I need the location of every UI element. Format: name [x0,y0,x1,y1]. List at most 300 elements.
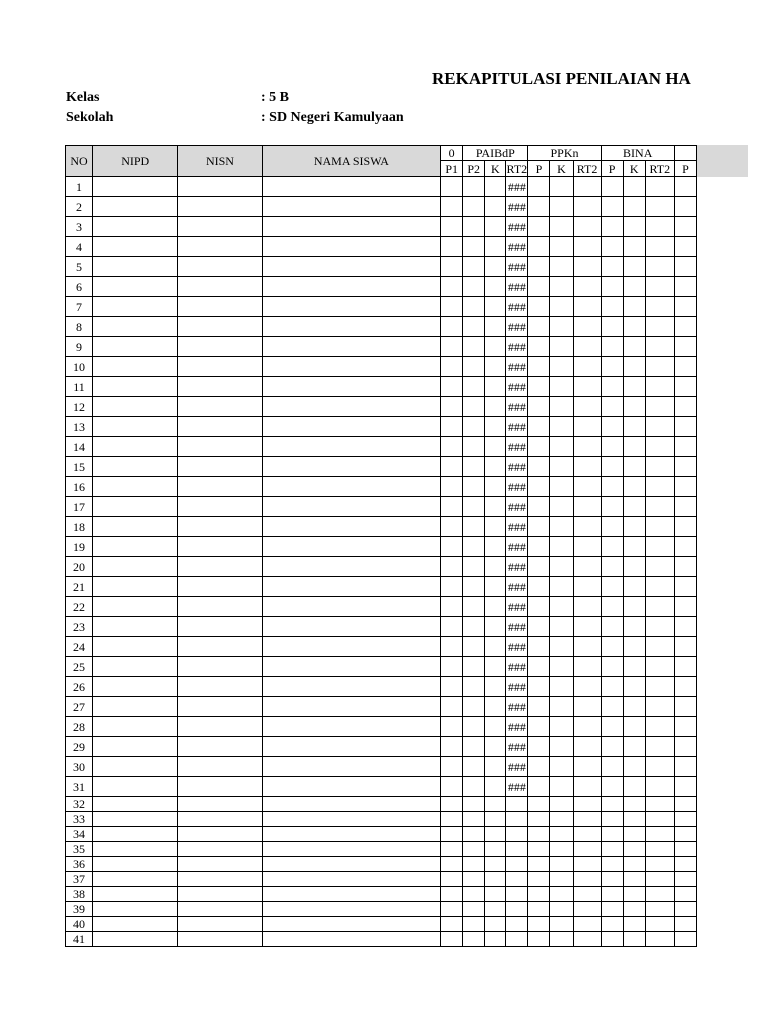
score-cell[interactable] [485,737,506,757]
nipd-cell[interactable] [93,902,178,917]
nama-siswa-cell[interactable] [262,277,441,297]
score-cell[interactable] [528,737,550,757]
nipd-cell[interactable] [93,757,178,777]
score-cell[interactable] [528,757,550,777]
score-cell[interactable] [623,657,645,677]
score-cell[interactable] [601,857,623,872]
score-cell[interactable]: ### [506,337,528,357]
score-cell[interactable] [550,777,573,797]
score-cell[interactable] [573,777,601,797]
score-cell[interactable] [645,677,674,697]
score-cell[interactable] [623,857,645,872]
score-cell[interactable] [485,177,506,197]
score-cell[interactable] [645,637,674,657]
score-cell[interactable] [645,517,674,537]
score-cell[interactable] [550,872,573,887]
nisn-cell[interactable] [178,577,262,597]
score-cell[interactable] [645,657,674,677]
score-cell[interactable] [623,637,645,657]
score-cell[interactable] [645,827,674,842]
score-cell[interactable] [601,497,623,517]
nama-siswa-cell[interactable] [262,637,441,657]
score-cell[interactable] [674,317,696,337]
nama-siswa-cell[interactable] [262,177,441,197]
score-cell[interactable] [550,497,573,517]
nama-siswa-cell[interactable] [262,827,441,842]
score-cell[interactable] [674,177,696,197]
score-cell[interactable] [623,577,645,597]
nisn-cell[interactable] [178,827,262,842]
score-cell[interactable] [601,812,623,827]
score-cell[interactable] [601,677,623,697]
score-cell[interactable] [573,902,601,917]
score-cell[interactable] [506,842,528,857]
score-cell[interactable] [674,217,696,237]
nipd-cell[interactable] [93,177,178,197]
score-cell[interactable] [674,197,696,217]
nipd-cell[interactable] [93,457,178,477]
nipd-cell[interactable] [93,677,178,697]
score-cell[interactable] [528,177,550,197]
score-cell[interactable] [645,537,674,557]
score-cell[interactable] [550,317,573,337]
nipd-cell[interactable] [93,812,178,827]
score-cell[interactable] [441,297,463,317]
score-cell[interactable] [485,237,506,257]
score-cell[interactable] [463,537,485,557]
score-cell[interactable] [645,872,674,887]
score-cell[interactable] [485,357,506,377]
score-cell[interactable] [485,397,506,417]
score-cell[interactable] [550,437,573,457]
nisn-cell[interactable] [178,812,262,827]
nisn-cell[interactable] [178,217,262,237]
score-cell[interactable] [485,842,506,857]
score-cell[interactable] [645,812,674,827]
score-cell[interactable] [463,697,485,717]
score-cell[interactable] [485,497,506,517]
score-cell[interactable]: ### [506,457,528,477]
score-cell[interactable] [441,437,463,457]
score-cell[interactable] [674,277,696,297]
nipd-cell[interactable] [93,827,178,842]
score-cell[interactable] [601,557,623,577]
score-cell[interactable] [463,277,485,297]
score-cell[interactable] [506,887,528,902]
score-cell[interactable] [645,297,674,317]
score-cell[interactable] [674,812,696,827]
score-cell[interactable] [528,887,550,902]
score-cell[interactable] [623,902,645,917]
score-cell[interactable] [601,297,623,317]
score-cell[interactable] [623,277,645,297]
nama-siswa-cell[interactable] [262,842,441,857]
score-cell[interactable] [550,812,573,827]
score-cell[interactable]: ### [506,637,528,657]
score-cell[interactable] [674,257,696,277]
score-cell[interactable] [674,657,696,677]
score-cell[interactable] [463,677,485,697]
score-cell[interactable] [573,797,601,812]
nipd-cell[interactable] [93,217,178,237]
score-cell[interactable]: ### [506,517,528,537]
nama-siswa-cell[interactable] [262,197,441,217]
score-cell[interactable] [528,697,550,717]
score-cell[interactable] [441,177,463,197]
nisn-cell[interactable] [178,737,262,757]
score-cell[interactable] [674,597,696,617]
score-cell[interactable] [674,477,696,497]
score-cell[interactable]: ### [506,577,528,597]
nisn-cell[interactable] [178,397,262,417]
score-cell[interactable] [623,477,645,497]
score-cell[interactable]: ### [506,557,528,577]
score-cell[interactable] [485,257,506,277]
score-cell[interactable] [601,902,623,917]
score-cell[interactable] [573,297,601,317]
score-cell[interactable] [623,777,645,797]
score-cell[interactable] [550,177,573,197]
score-cell[interactable] [550,197,573,217]
score-cell[interactable] [463,872,485,887]
score-cell[interactable] [550,617,573,637]
score-cell[interactable] [485,717,506,737]
score-cell[interactable] [463,827,485,842]
nama-siswa-cell[interactable] [262,872,441,887]
score-cell[interactable] [485,437,506,457]
score-cell[interactable] [441,637,463,657]
nama-siswa-cell[interactable] [262,932,441,947]
score-cell[interactable] [550,737,573,757]
nisn-cell[interactable] [178,857,262,872]
nisn-cell[interactable] [178,697,262,717]
score-cell[interactable] [485,902,506,917]
score-cell[interactable] [645,177,674,197]
score-cell[interactable] [573,357,601,377]
nama-siswa-cell[interactable] [262,777,441,797]
nama-siswa-cell[interactable] [262,477,441,497]
nipd-cell[interactable] [93,237,178,257]
score-cell[interactable] [601,397,623,417]
score-cell[interactable] [463,917,485,932]
score-cell[interactable] [550,557,573,577]
score-cell[interactable] [550,637,573,657]
score-cell[interactable] [441,197,463,217]
score-cell[interactable] [645,597,674,617]
score-cell[interactable] [550,357,573,377]
score-cell[interactable] [623,757,645,777]
score-cell[interactable] [441,617,463,637]
nama-siswa-cell[interactable] [262,377,441,397]
score-cell[interactable] [645,617,674,637]
score-cell[interactable] [441,457,463,477]
score-cell[interactable] [645,217,674,237]
score-cell[interactable] [674,917,696,932]
nisn-cell[interactable] [178,257,262,277]
score-cell[interactable] [601,517,623,537]
score-cell[interactable] [506,917,528,932]
score-cell[interactable] [601,827,623,842]
nama-siswa-cell[interactable] [262,297,441,317]
nipd-cell[interactable] [93,297,178,317]
nisn-cell[interactable] [178,457,262,477]
score-cell[interactable] [573,857,601,872]
nipd-cell[interactable] [93,397,178,417]
score-cell[interactable] [674,777,696,797]
score-cell[interactable] [485,597,506,617]
score-cell[interactable] [463,377,485,397]
score-cell[interactable] [674,577,696,597]
score-cell[interactable] [485,197,506,217]
score-cell[interactable] [463,842,485,857]
nama-siswa-cell[interactable] [262,657,441,677]
score-cell[interactable] [601,597,623,617]
score-cell[interactable] [528,437,550,457]
score-cell[interactable] [645,757,674,777]
score-cell[interactable] [528,497,550,517]
score-cell[interactable] [441,497,463,517]
score-cell[interactable]: ### [506,317,528,337]
score-cell[interactable] [573,842,601,857]
nama-siswa-cell[interactable] [262,257,441,277]
score-cell[interactable] [601,887,623,902]
score-cell[interactable] [506,827,528,842]
score-cell[interactable] [550,237,573,257]
score-cell[interactable] [601,917,623,932]
score-cell[interactable] [485,677,506,697]
score-cell[interactable] [463,437,485,457]
score-cell[interactable] [528,537,550,557]
score-cell[interactable] [573,317,601,337]
score-cell[interactable]: ### [506,277,528,297]
score-cell[interactable] [463,217,485,237]
nisn-cell[interactable] [178,557,262,577]
score-cell[interactable] [645,717,674,737]
score-cell[interactable]: ### [506,437,528,457]
nisn-cell[interactable] [178,517,262,537]
nipd-cell[interactable] [93,777,178,797]
score-cell[interactable] [623,717,645,737]
score-cell[interactable]: ### [506,617,528,637]
score-cell[interactable] [528,657,550,677]
score-cell[interactable] [441,797,463,812]
score-cell[interactable] [463,297,485,317]
score-cell[interactable] [601,437,623,457]
score-cell[interactable] [645,257,674,277]
score-cell[interactable] [441,872,463,887]
score-cell[interactable] [645,417,674,437]
score-cell[interactable] [550,757,573,777]
score-cell[interactable] [601,217,623,237]
score-cell[interactable] [441,757,463,777]
nipd-cell[interactable] [93,932,178,947]
score-cell[interactable] [528,257,550,277]
score-cell[interactable] [623,177,645,197]
score-cell[interactable] [441,517,463,537]
score-cell[interactable] [645,777,674,797]
score-cell[interactable] [485,377,506,397]
score-cell[interactable] [485,477,506,497]
score-cell[interactable] [528,557,550,577]
nama-siswa-cell[interactable] [262,857,441,872]
score-cell[interactable] [463,637,485,657]
score-cell[interactable] [485,857,506,872]
nisn-cell[interactable] [178,277,262,297]
nisn-cell[interactable] [178,377,262,397]
score-cell[interactable]: ### [506,717,528,737]
score-cell[interactable] [528,902,550,917]
score-cell[interactable] [506,857,528,872]
nisn-cell[interactable] [178,932,262,947]
score-cell[interactable] [463,812,485,827]
nipd-cell[interactable] [93,537,178,557]
score-cell[interactable] [550,917,573,932]
nisn-cell[interactable] [178,297,262,317]
nipd-cell[interactable] [93,577,178,597]
nisn-cell[interactable] [178,177,262,197]
nipd-cell[interactable] [93,357,178,377]
score-cell[interactable] [463,197,485,217]
score-cell[interactable] [463,497,485,517]
score-cell[interactable] [623,417,645,437]
score-cell[interactable] [674,557,696,577]
nama-siswa-cell[interactable] [262,337,441,357]
score-cell[interactable] [674,677,696,697]
nipd-cell[interactable] [93,337,178,357]
nisn-cell[interactable] [178,777,262,797]
score-cell[interactable] [573,417,601,437]
score-cell[interactable] [645,902,674,917]
score-cell[interactable] [463,657,485,677]
score-cell[interactable] [623,377,645,397]
score-cell[interactable] [674,757,696,777]
score-cell[interactable] [645,857,674,872]
score-cell[interactable] [674,857,696,872]
score-cell[interactable] [674,797,696,812]
nisn-cell[interactable] [178,437,262,457]
score-cell[interactable] [485,872,506,887]
score-cell[interactable] [601,842,623,857]
score-cell[interactable] [528,717,550,737]
score-cell[interactable] [573,177,601,197]
nipd-cell[interactable] [93,317,178,337]
score-cell[interactable] [623,337,645,357]
nipd-cell[interactable] [93,872,178,887]
nisn-cell[interactable] [178,657,262,677]
score-cell[interactable] [528,812,550,827]
score-cell[interactable] [441,357,463,377]
score-cell[interactable] [528,457,550,477]
score-cell[interactable] [441,337,463,357]
score-cell[interactable] [528,797,550,812]
score-cell[interactable] [550,657,573,677]
nama-siswa-cell[interactable] [262,797,441,812]
score-cell[interactable] [674,537,696,557]
score-cell[interactable] [463,517,485,537]
score-cell[interactable] [463,932,485,947]
score-cell[interactable] [573,812,601,827]
score-cell[interactable] [674,872,696,887]
score-cell[interactable] [623,617,645,637]
score-cell[interactable] [485,617,506,637]
score-cell[interactable] [550,577,573,597]
score-cell[interactable] [623,797,645,812]
score-cell[interactable] [573,497,601,517]
score-cell[interactable] [463,777,485,797]
score-cell[interactable] [528,297,550,317]
score-cell[interactable] [623,827,645,842]
score-cell[interactable] [528,317,550,337]
score-cell[interactable] [601,237,623,257]
score-cell[interactable] [441,217,463,237]
score-cell[interactable] [645,397,674,417]
score-cell[interactable] [601,257,623,277]
score-cell[interactable] [463,597,485,617]
score-cell[interactable] [485,657,506,677]
score-cell[interactable] [573,477,601,497]
score-cell[interactable] [645,737,674,757]
nama-siswa-cell[interactable] [262,917,441,932]
score-cell[interactable] [623,597,645,617]
nama-siswa-cell[interactable] [262,417,441,437]
score-cell[interactable]: ### [506,357,528,377]
nisn-cell[interactable] [178,417,262,437]
nama-siswa-cell[interactable] [262,597,441,617]
score-cell[interactable] [623,737,645,757]
score-cell[interactable] [573,517,601,537]
score-cell[interactable] [645,887,674,902]
score-cell[interactable] [623,812,645,827]
score-cell[interactable] [645,842,674,857]
score-cell[interactable] [550,932,573,947]
nisn-cell[interactable] [178,337,262,357]
nipd-cell[interactable] [93,887,178,902]
score-cell[interactable] [528,617,550,637]
score-cell[interactable] [645,932,674,947]
score-cell[interactable] [601,617,623,637]
score-cell[interactable] [441,902,463,917]
score-cell[interactable] [573,337,601,357]
score-cell[interactable] [623,537,645,557]
score-cell[interactable] [573,757,601,777]
score-cell[interactable] [674,497,696,517]
score-cell[interactable] [573,217,601,237]
score-cell[interactable] [528,597,550,617]
score-cell[interactable] [441,677,463,697]
score-cell[interactable] [441,717,463,737]
score-cell[interactable] [550,297,573,317]
score-cell[interactable] [674,517,696,537]
score-cell[interactable] [528,577,550,597]
score-cell[interactable] [463,177,485,197]
score-cell[interactable] [601,317,623,337]
score-cell[interactable] [485,277,506,297]
score-cell[interactable] [485,777,506,797]
score-cell[interactable] [645,377,674,397]
score-cell[interactable] [573,697,601,717]
nama-siswa-cell[interactable] [262,757,441,777]
score-cell[interactable] [506,812,528,827]
score-cell[interactable] [550,417,573,437]
score-cell[interactable] [674,842,696,857]
score-cell[interactable] [528,777,550,797]
nama-siswa-cell[interactable] [262,557,441,577]
score-cell[interactable] [485,517,506,537]
nipd-cell[interactable] [93,597,178,617]
score-cell[interactable] [550,457,573,477]
score-cell[interactable] [528,677,550,697]
score-cell[interactable] [550,677,573,697]
